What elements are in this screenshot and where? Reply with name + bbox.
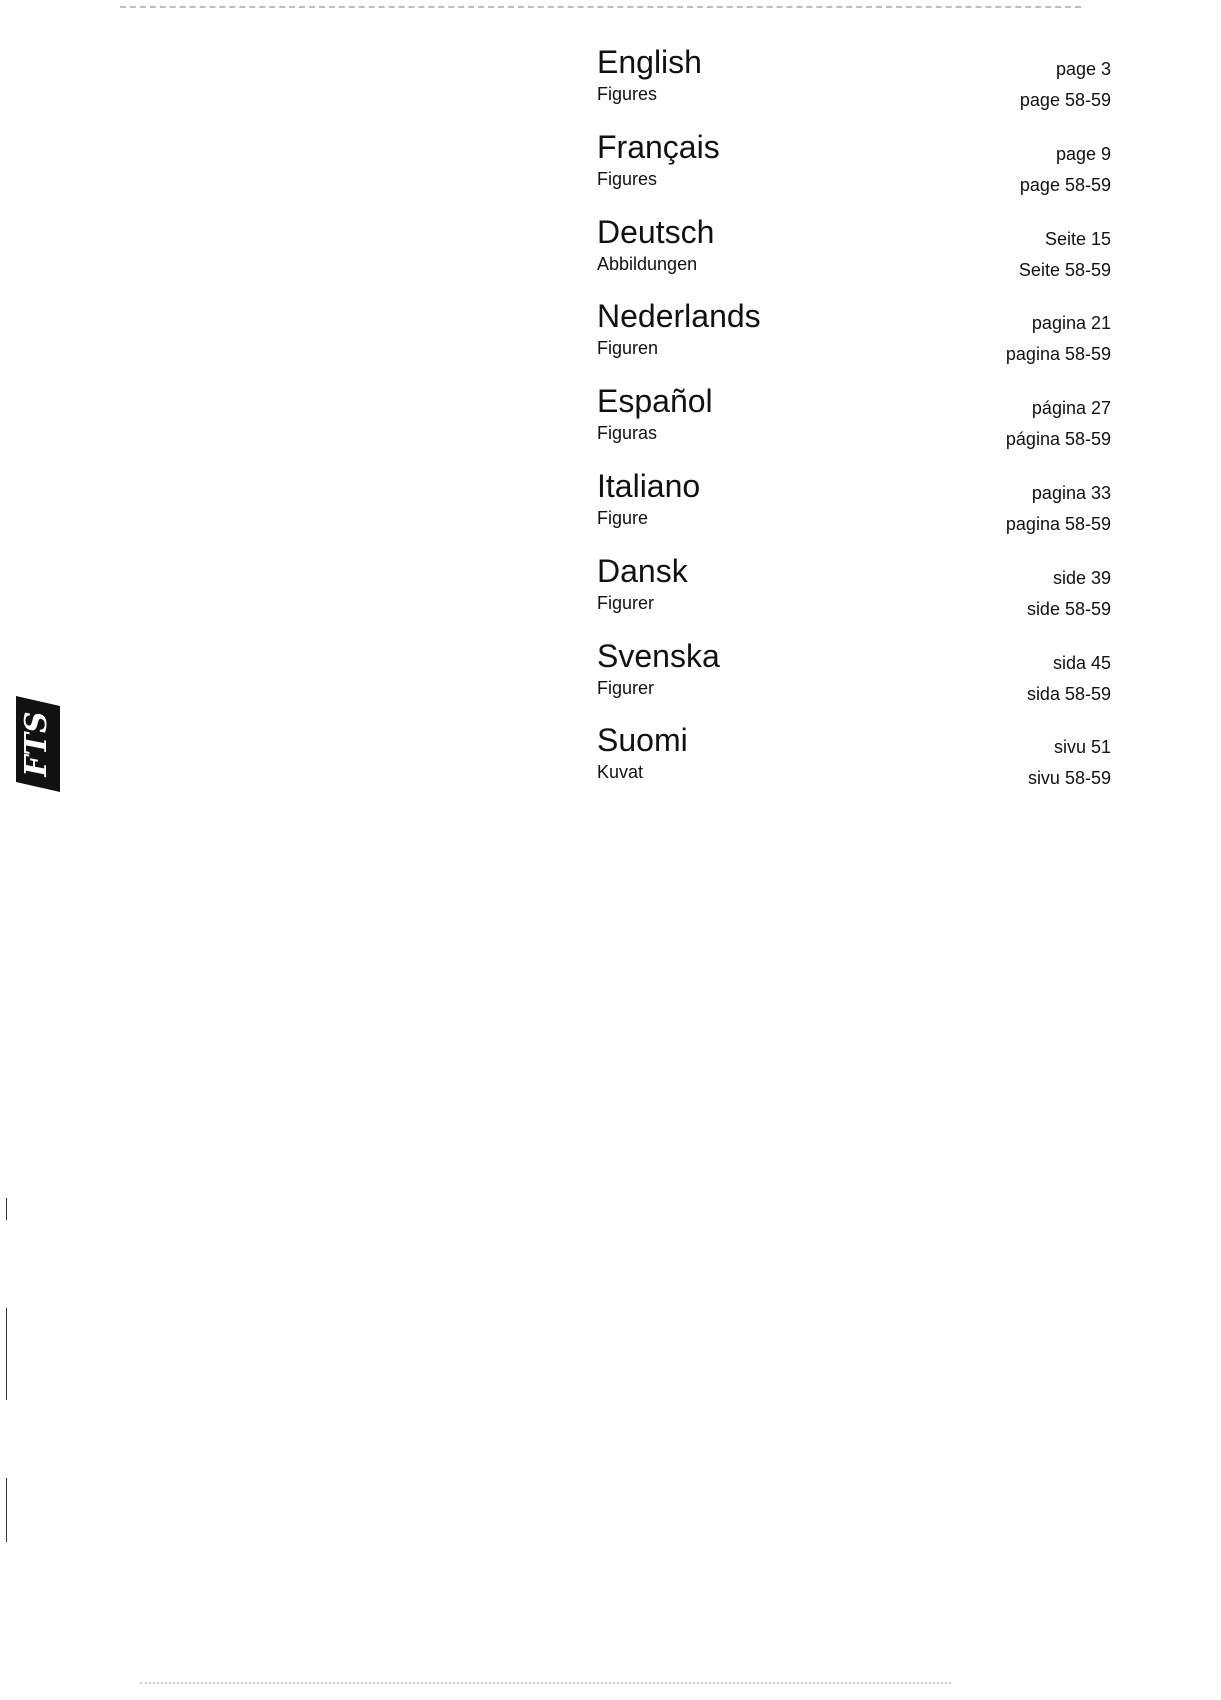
logo-text: FTS xyxy=(19,711,54,777)
toc-entry-nederlands xyxy=(597,296,1111,381)
figures-label: Figures xyxy=(597,168,658,189)
page-reference: page 3 xyxy=(1055,59,1111,79)
toc-entry-suomi xyxy=(597,720,1111,805)
figures-label: Abbildungen xyxy=(597,253,698,274)
toc-entry-dansk xyxy=(597,551,1111,636)
scan-artifact-bottom xyxy=(140,1682,951,1686)
figures-page-reference: pagina 58-59 xyxy=(1005,344,1111,365)
page-reference: side 39 xyxy=(1052,567,1111,588)
figures-page-reference: side 58-59 xyxy=(1026,598,1111,619)
figures-label: Figurer xyxy=(597,677,655,698)
toc-entry-espanol xyxy=(597,381,1111,466)
figures-page-reference: sida 58-59 xyxy=(1026,683,1111,704)
figures-page-reference: Seite 58-59 xyxy=(1018,259,1111,280)
language-title: Svenska xyxy=(597,637,720,674)
page-reference: pagina 33 xyxy=(1031,482,1111,503)
figures-page-reference: page 58-59 xyxy=(1019,90,1111,110)
toc-entry-francais xyxy=(597,127,1111,212)
page-reference: página 27 xyxy=(1031,398,1111,419)
scan-margin-mark xyxy=(6,1308,7,1400)
figures-label: Kuvat xyxy=(597,762,644,783)
figures-label: Figures xyxy=(597,84,658,104)
figures-page-reference: page 58-59 xyxy=(1019,174,1111,195)
toc-entry-deutsch xyxy=(597,212,1111,297)
figures-page-reference: página 58-59 xyxy=(1005,429,1111,450)
figures-label: Figuren xyxy=(597,338,659,359)
fts-logo-icon xyxy=(14,696,62,792)
language-title: Dansk xyxy=(597,552,688,589)
toc-entry-italiano xyxy=(597,466,1111,551)
language-title: Deutsch xyxy=(597,213,715,250)
page-reference: pagina 21 xyxy=(1031,313,1111,334)
language-title: English xyxy=(597,44,702,80)
language-title: Français xyxy=(597,128,720,165)
scan-margin-mark xyxy=(6,1478,7,1542)
language-index xyxy=(597,42,1111,805)
language-title: Italiano xyxy=(597,467,701,504)
page-reference: Seite 15 xyxy=(1044,228,1111,249)
language-title: Nederlands xyxy=(597,298,761,335)
toc-entry-english xyxy=(597,42,1111,127)
page-reference: page 9 xyxy=(1055,143,1111,164)
page-reference: sivu 51 xyxy=(1053,737,1111,758)
toc-entry-svenska xyxy=(597,636,1111,721)
page-reference: sida 45 xyxy=(1052,652,1111,673)
language-title: Suomi xyxy=(597,722,688,759)
figures-label: Figure xyxy=(597,507,649,528)
language-title: Español xyxy=(597,383,713,420)
scan-artifact-top xyxy=(120,6,1081,10)
figures-label: Figurer xyxy=(597,592,655,613)
figures-page-reference: sivu 58-59 xyxy=(1027,768,1111,789)
scan-margin-mark xyxy=(6,1198,7,1220)
figures-label: Figuras xyxy=(597,423,658,444)
figures-page-reference: pagina 58-59 xyxy=(1005,513,1111,534)
